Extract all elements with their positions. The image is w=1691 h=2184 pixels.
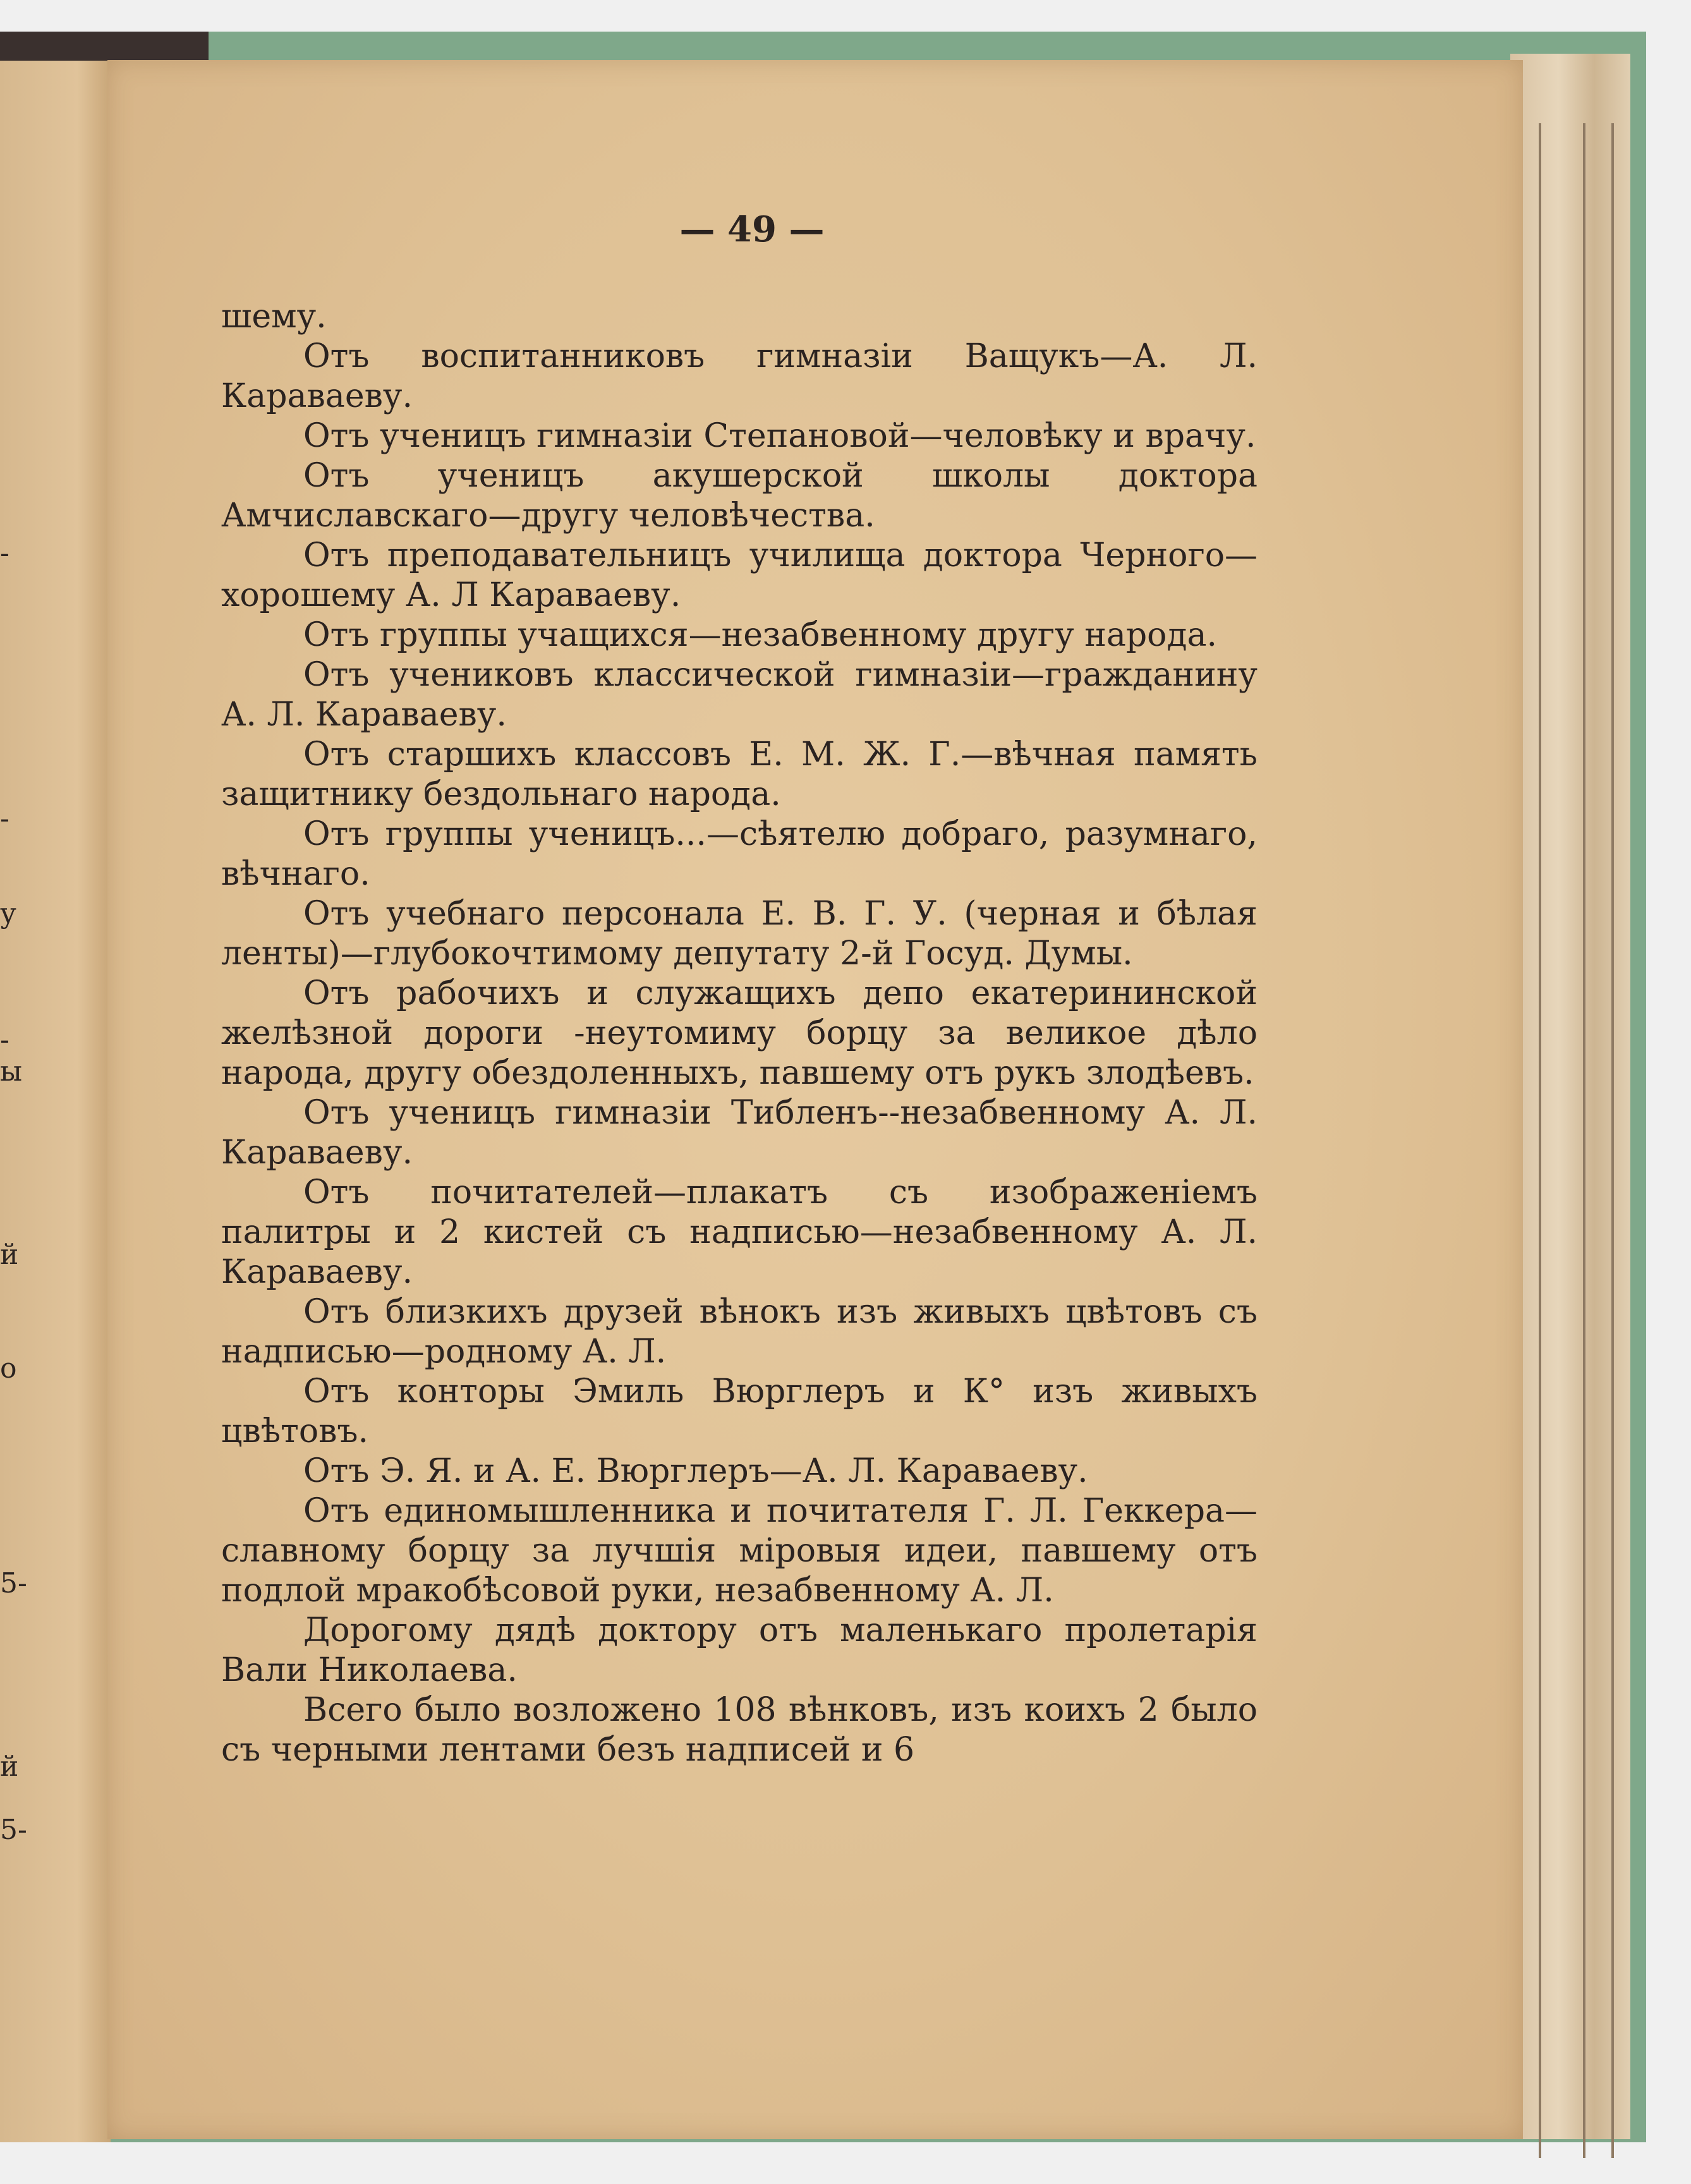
fragment: о (0, 1352, 17, 1385)
paragraph: Отъ ученицъ акушерской школы доктора Амчиславскаго—другу человѣчества. (221, 457, 1258, 535)
paragraph: Отъ группы учащихся—незабвенному другу народа. (303, 616, 1218, 654)
paragraph: Отъ рабочихъ и служащихъ депо екатерининской желѣзной дороги -неутомиму борцу за великое дѣло народа, другу обездоленныхъ, павшему отъ рукъ злодѣевъ. (221, 974, 1258, 1092)
paragraph: Отъ почитателей—плакатъ съ изображеніемъ палитры и 2 кистей съ надписью—незабвенному А. Л. Караваеву. (221, 1174, 1258, 1291)
fragment: 5- (0, 1814, 27, 1846)
paragraph: Отъ учебнаго персонала Е. В. Г. У. (черная и бѣлая ленты)—глубокочтимому депутату 2-й Госуд. Думы. (221, 895, 1258, 973)
paragraph: Отъ конторы Эмиль Вюрглеръ и К° изъ живыхъ цвѣтовъ. (221, 1373, 1258, 1450)
fragment: - (0, 803, 9, 835)
paragraph: Отъ ученицъ гимназіи Степановой—человѣку и врачу. (303, 417, 1256, 455)
paragraph: Отъ воспитанниковъ гимназіи Ващукъ—А. Л. Караваеву. (221, 337, 1258, 415)
edge-line (1539, 123, 1541, 2158)
edge-line (1611, 123, 1614, 2158)
paragraph: Отъ учениковъ классической гимназіи—гражданину А. Л. Караваеву. (221, 656, 1258, 734)
paragraph: Отъ ученицъ гимназіи Тибленъ--незабвенному А. Л. Караваеву. (221, 1094, 1258, 1172)
fragment: - (0, 1024, 9, 1056)
paragraph: Отъ единомышленника и почитателя Г. Л. Геккера—славному борцу за лучшія міровыя идеи, павшему отъ подлой мракобѣсовой руки, незабвенному А. Л. (221, 1492, 1258, 1610)
paragraph: Дорогому дядѣ доктору отъ маленькаго пролетарія Вали Николаева. (221, 1611, 1258, 1689)
paragraph: шему. (221, 298, 327, 336)
paragraph: Всего было возложено 108 вѣнковъ, изъ коихъ 2 было съ черными лентами безъ надписей и 6 (221, 1691, 1258, 1769)
edge-line (1583, 123, 1585, 2158)
fragment: - (0, 537, 9, 569)
paragraph: Отъ Э. Я. и А. Е. Вюрглеръ—А. Л. Караваеву. (303, 1452, 1088, 1490)
fragment: у (0, 897, 16, 930)
previous-page-fragments (0, 240, 25, 2010)
paragraph: Отъ группы ученицъ...—сѣятелю добраго, разумнаго, вѣчнаго. (221, 815, 1258, 893)
fragment: 5- (0, 1567, 27, 1599)
fragment: ы (0, 1055, 23, 1088)
paragraph: Отъ преподавательницъ училища доктора Черного—хорошему А. Л Караваеву. (221, 537, 1258, 614)
paragraph: Отъ близкихъ друзей вѣнокъ изъ живыхъ цвѣтовъ съ надписью—родному А. Л. (221, 1293, 1258, 1371)
page-body (221, 297, 1258, 1770)
page-stack-edge (1510, 54, 1630, 2139)
paragraph: Отъ старшихъ классовъ Е. М. Ж. Г.—вѣчная память защитнику бездольнаго народа. (221, 736, 1258, 813)
page-number: — 49 — (679, 209, 825, 250)
book-spine (0, 32, 209, 61)
fragment: й (0, 1750, 19, 1783)
fragment: й (0, 1239, 19, 1271)
